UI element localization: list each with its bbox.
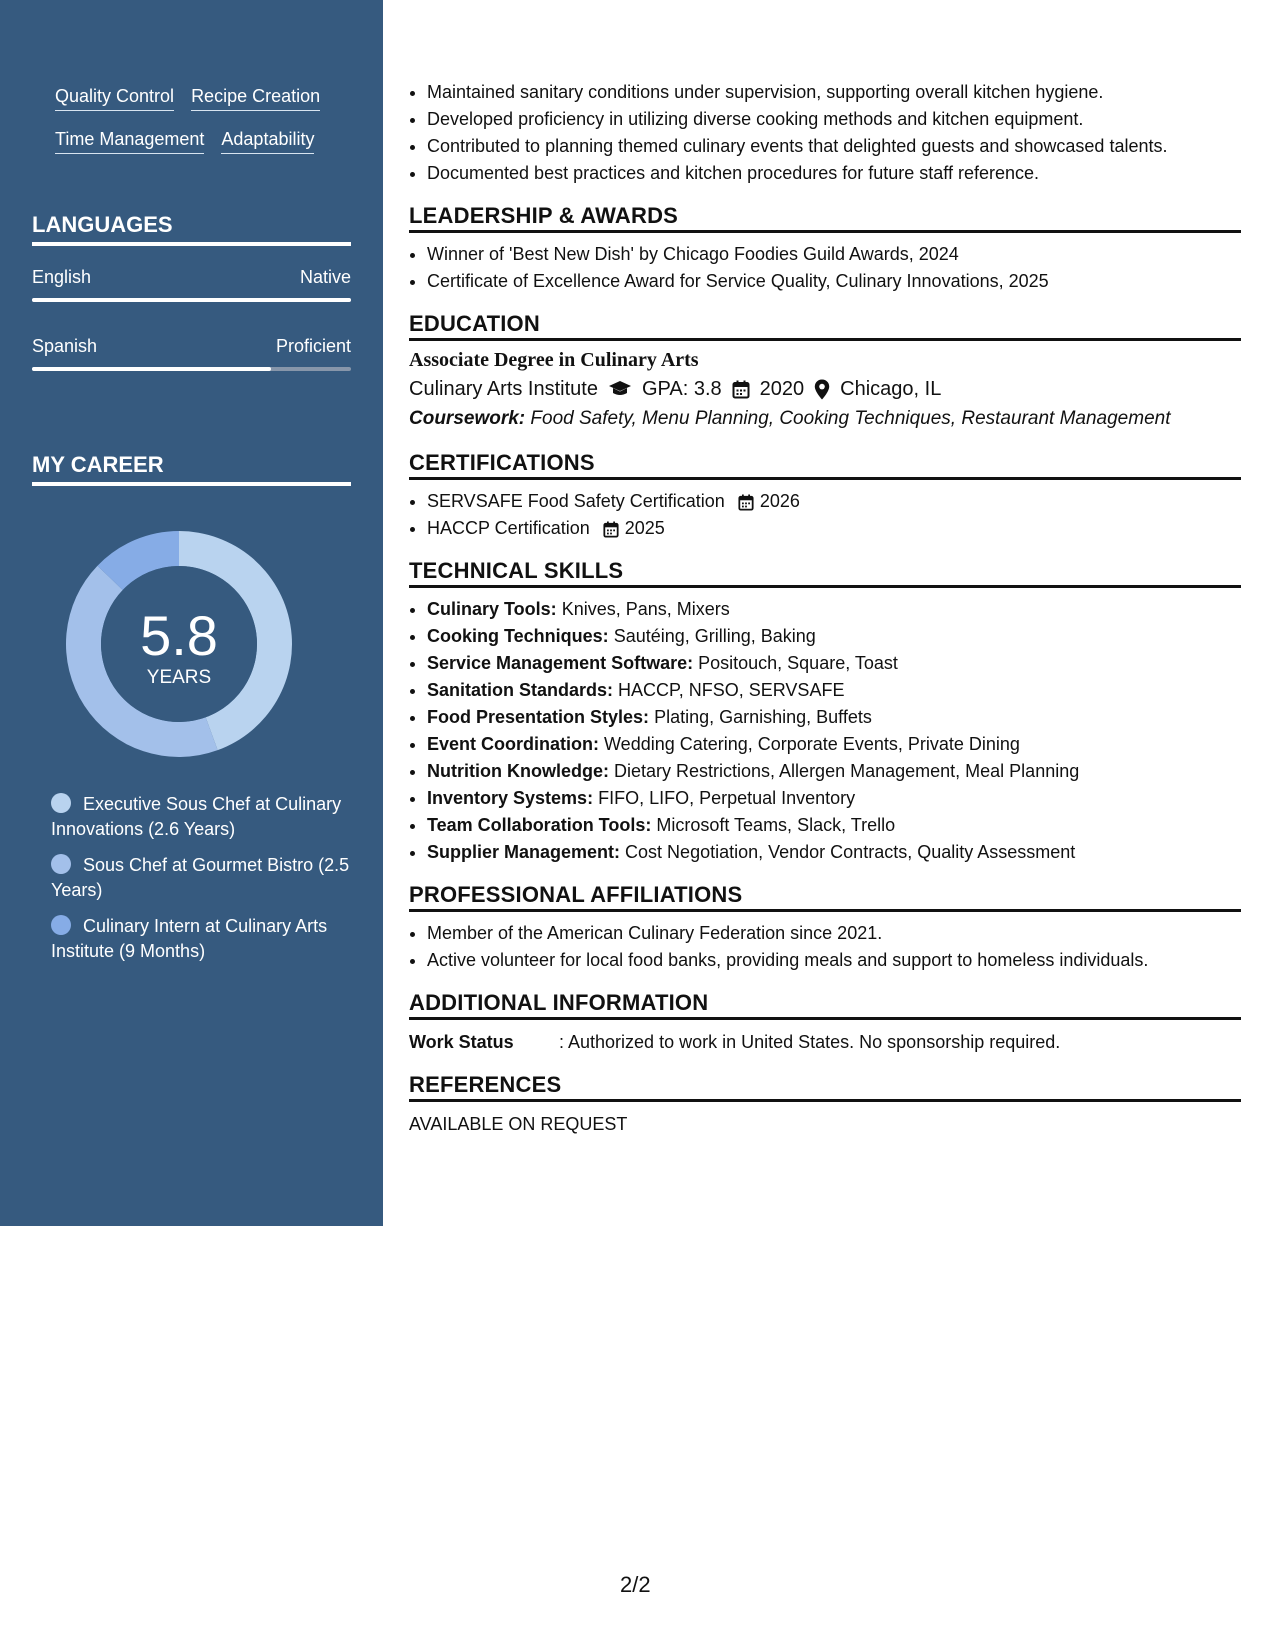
- certifications-list: [409, 488, 1241, 542]
- affiliation-item: • Active volunteer for local food banks, providing meals and support to homeless individuals.: [427, 947, 1241, 974]
- certification-item: [427, 515, 1241, 542]
- skill-tag: Recipe Creation: [191, 86, 320, 111]
- tech-skill-value: Knives, Pans, Mixers: [561, 599, 730, 619]
- graduation-cap-icon: [608, 380, 632, 398]
- tech-skill-value: Microsoft Teams, Slack, Trello: [656, 815, 896, 835]
- work-status-value: : Authorized to work in United States. No sponsorship required.: [559, 1032, 1061, 1052]
- experience-bullet: • Maintained sanitary conditions under supervision, supporting overall kitchen hygiene.: [427, 79, 1241, 106]
- skill-row: [55, 129, 355, 154]
- language-level: Proficient: [275, 336, 351, 356]
- technical-skills-heading: TECHNICAL SKILLS: [409, 558, 1241, 588]
- education-details: [409, 374, 1241, 404]
- tech-skill-label: Inventory Systems:: [427, 788, 594, 808]
- affiliations-heading: PROFESSIONAL AFFILIATIONS: [409, 882, 1241, 912]
- experience-bullet: • Contributed to planning themed culinary events that delighted guests and showcased talents.: [427, 133, 1241, 160]
- calendar-icon: [732, 380, 750, 399]
- tech-skill-value: Positouch, Square, Toast: [698, 653, 898, 673]
- tech-skill-value: Cost Negotiation, Vendor Contracts, Quality Assessment: [625, 842, 1076, 862]
- school-name: Culinary Arts Institute: [409, 378, 598, 400]
- tech-skill-item: [427, 731, 1241, 758]
- leadership-item: • Certificate of Excellence Award for Service Quality, Culinary Innovations, 2025: [427, 268, 1241, 295]
- experience-bullets: [409, 79, 1241, 187]
- tech-skill-item: [427, 758, 1241, 785]
- tech-skill-value: Sautéing, Grilling, Baking: [613, 626, 816, 646]
- certifications-heading: CERTIFICATIONS: [409, 450, 1241, 480]
- references-heading: REFERENCES: [409, 1072, 1241, 1102]
- work-status-label: Work Status: [409, 1032, 514, 1052]
- legend-dot: [51, 915, 71, 935]
- technical-skills-list: [409, 596, 1241, 866]
- tech-skill-label: Food Presentation Styles:: [427, 707, 650, 727]
- tech-skill-label: Service Management Software:: [427, 653, 694, 673]
- main-content: [409, 79, 1241, 1138]
- graduation-year: 2020: [759, 378, 805, 400]
- career-item: [51, 853, 351, 903]
- certification-year: 2026: [759, 491, 800, 511]
- career-list: [51, 792, 351, 975]
- tech-skill-value: Plating, Garnishing, Buffets: [654, 707, 872, 727]
- affiliations-list: [409, 920, 1241, 974]
- page-number: 2/2: [620, 1572, 651, 1597]
- certification-item: [427, 488, 1241, 515]
- experience-bullet: • Developed proficiency in utilizing diverse cooking methods and kitchen equipment.: [427, 106, 1241, 133]
- career-item: [51, 914, 351, 964]
- career-donut-chart: [66, 531, 292, 757]
- tech-skill-label: Event Coordination:: [427, 734, 599, 754]
- tech-skill-label: Team Collaboration Tools:: [427, 815, 652, 835]
- career-unit: YEARS: [146, 667, 212, 688]
- tech-skill-label: Culinary Tools:: [427, 599, 557, 619]
- career-item-text: Sous Chef at Gourmet Bistro (2.5 Years): [51, 855, 350, 900]
- education-heading: EDUCATION: [409, 311, 1241, 341]
- skill-tag: Time Management: [55, 129, 204, 154]
- certification-name: SERVSAFE Food Safety Certification: [427, 491, 725, 511]
- references-text: AVAILABLE ON REQUEST: [409, 1114, 628, 1134]
- coursework-label: Coursework:: [409, 408, 526, 429]
- language-name: English: [32, 267, 92, 287]
- languages-heading: LANGUAGES: [32, 212, 351, 246]
- tech-skill-label: Sanitation Standards:: [427, 680, 614, 700]
- coursework-list: Food Safety, Menu Planning, Cooking Techniques, Restaurant Management: [530, 408, 1171, 429]
- leadership-list: [409, 241, 1241, 295]
- language-english: [32, 267, 351, 302]
- tech-skill-value: Wedding Catering, Corporate Events, Private Dining: [604, 734, 1020, 754]
- career-item-text: Culinary Intern at Culinary Arts Institute (9 Months): [51, 916, 328, 961]
- language-bar-fill: [32, 298, 351, 302]
- calendar-icon: [738, 494, 754, 511]
- degree-title: Associate Degree in Culinary Arts: [409, 349, 699, 371]
- calendar-icon: [603, 521, 619, 538]
- gpa: GPA: 3.8: [641, 378, 722, 400]
- tech-skill-item: [427, 650, 1241, 677]
- work-status: [409, 1028, 1241, 1056]
- legend-dot: [51, 854, 71, 874]
- language-bar-track: [32, 367, 351, 371]
- tech-skill-item: [427, 812, 1241, 839]
- language-bar-track: [32, 298, 351, 302]
- career-heading: MY CAREER: [32, 452, 351, 486]
- tech-skill-label: Nutrition Knowledge:: [427, 761, 609, 781]
- tech-skill-item: [427, 785, 1241, 812]
- career-item: [51, 792, 351, 842]
- tech-skill-label: Cooking Techniques:: [427, 626, 609, 646]
- education-location: Chicago, IL: [840, 378, 942, 400]
- tech-skill-item: [427, 596, 1241, 623]
- tech-skill-value: FIFO, LIFO, Perpetual Inventory: [598, 788, 856, 808]
- tech-skill-item: [427, 623, 1241, 650]
- affiliation-item: • Member of the American Culinary Federation since 2021.: [427, 920, 1241, 947]
- location-pin-icon: [814, 379, 830, 400]
- additional-info-heading: ADDITIONAL INFORMATION: [409, 990, 1241, 1020]
- tech-skill-item: [427, 677, 1241, 704]
- tech-skill-label: Supplier Management:: [427, 842, 621, 862]
- career-total: 5.8: [140, 604, 218, 667]
- tech-skill-item: [427, 839, 1241, 866]
- tech-skill-value: HACCP, NFSO, SERVSAFE: [618, 680, 845, 700]
- language-level: Native: [299, 267, 351, 287]
- leadership-heading: LEADERSHIP & AWARDS: [409, 203, 1241, 233]
- language-name: Spanish: [32, 336, 98, 356]
- skill-tag: Adaptability: [221, 129, 314, 154]
- language-spanish: [32, 336, 351, 371]
- tech-skill-item: [427, 704, 1241, 731]
- experience-bullet: • Documented best practices and kitchen procedures for future staff reference.: [427, 160, 1241, 187]
- skills-tags: [55, 86, 355, 172]
- legend-dot: [51, 793, 71, 813]
- skill-row: [55, 86, 355, 111]
- coursework: [409, 404, 1241, 434]
- certification-name: HACCP Certification: [427, 518, 590, 538]
- certification-year: 2025: [624, 518, 665, 538]
- sidebar: [0, 0, 383, 1226]
- skill-tag: Quality Control: [55, 86, 174, 111]
- career-item-text: Executive Sous Chef at Culinary Innovations (2.6 Years): [51, 794, 342, 839]
- language-bar-fill: [32, 367, 271, 371]
- leadership-item: • Winner of 'Best New Dish' by Chicago Foodies Guild Awards, 2024: [427, 241, 1241, 268]
- tech-skill-value: Dietary Restrictions, Allergen Management, Meal Planning: [614, 761, 1080, 781]
